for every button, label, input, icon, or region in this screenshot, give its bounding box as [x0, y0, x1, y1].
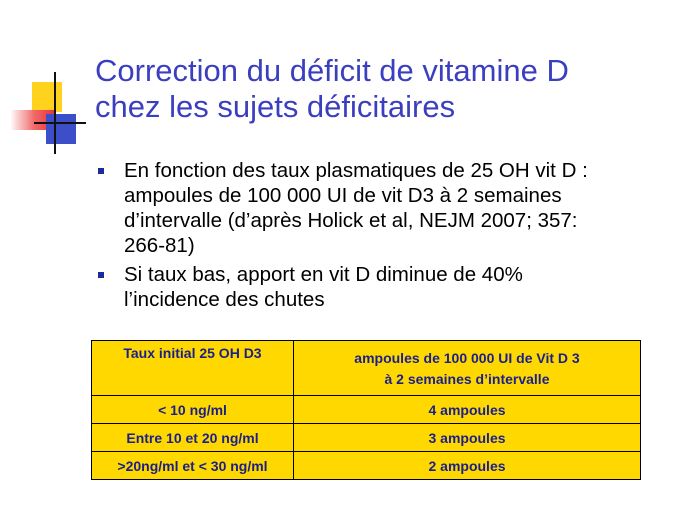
table-row: [92, 424, 641, 452]
logo-yellow-square: [32, 82, 62, 112]
header-ampoules-line-2: à 2 semaines d’intervalle: [384, 371, 550, 387]
cell-ampoules: 3 ampoules: [294, 424, 641, 452]
bullet-1-line-3: d’intervalle (d’après Holick et al, NEJM 2007; 357:: [124, 209, 578, 232]
bullet-1-line-2: ampoules de 100 000 UI de vit D3 à 2 semaines: [124, 184, 562, 207]
title-line-2: chez les sujets déficitaires: [95, 89, 456, 124]
cell-ampoules: 2 ampoules: [294, 452, 641, 480]
table-row: [92, 396, 641, 424]
table-row: [92, 452, 641, 480]
bullet-item-1: [92, 158, 662, 258]
cell-taux: >20ng/ml et < 30 ng/ml: [92, 452, 294, 480]
header-ampoules: [294, 341, 641, 396]
header-ampoules-line-1: ampoules de 100 000 UI de Vit D 3: [354, 350, 580, 366]
header-taux-initial: Taux initial 25 OH D3: [92, 341, 294, 396]
cell-taux: Entre 10 et 20 ng/ml: [92, 424, 294, 452]
slide-title: [95, 53, 675, 125]
bullet-1-line-1: En fonction des taux plasmatiques de 25 OH vit D :: [124, 159, 588, 182]
bullet-square-icon: [98, 272, 104, 278]
bullet-square-icon: [98, 168, 104, 174]
bullet-item-2: [92, 262, 662, 312]
title-line-1: Correction du déficit de vitamine D: [95, 53, 569, 88]
cell-ampoules: 4 ampoules: [294, 396, 641, 424]
bullet-list: [92, 158, 662, 316]
logo-vertical-line: [54, 72, 56, 154]
bullet-2-line-1: Si taux bas, apport en vit D diminue de 40%: [124, 263, 523, 286]
bullet-2-line-2: l’incidence des chutes: [124, 288, 325, 311]
dosage-table: [91, 340, 641, 480]
logo-icon: [0, 0, 100, 160]
cell-taux: < 10 ng/ml: [92, 396, 294, 424]
table-header-row: [92, 341, 641, 396]
logo-blue-square: [46, 114, 76, 144]
logo-horizontal-line: [34, 122, 86, 124]
bullet-1-line-4: 266-81): [124, 234, 195, 257]
